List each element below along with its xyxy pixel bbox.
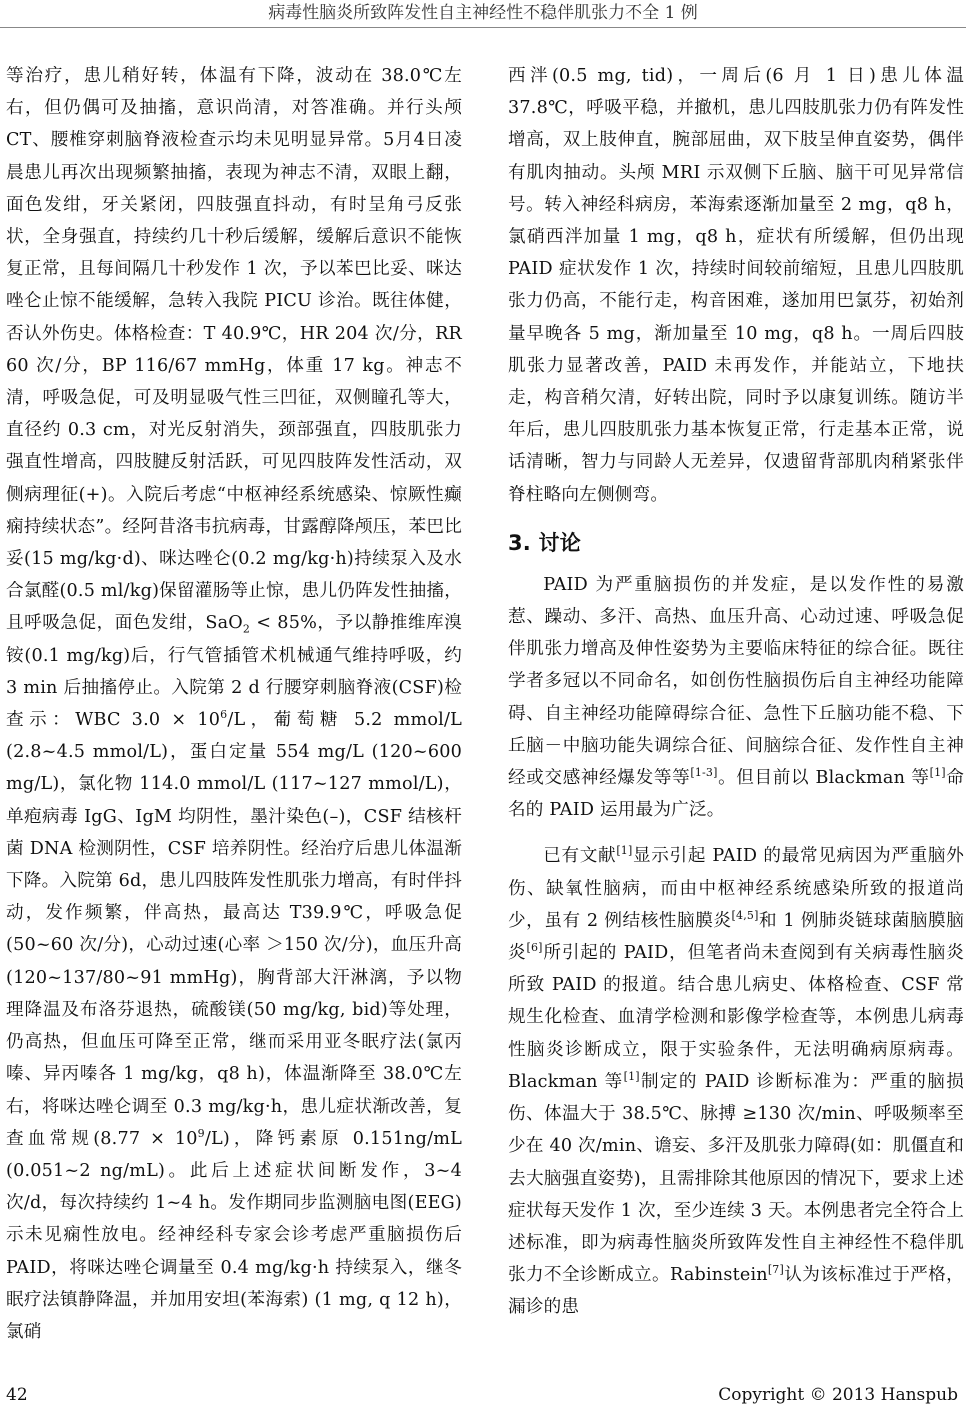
- right-column: [508, 60, 964, 1324]
- citation: [1]: [616, 844, 633, 858]
- discussion-paragraph-2: 已有文献[1]显示引起 PAID 的最常见病因为严重脑外伤、缺氧性脑病，而由中枢神经系统感染所致的报道尚少，虽有 2 例结核性脑膜炎[4,5]和 1 例肺炎链球菌脑膜脑炎[6]所引起的 PAID，但笔者尚未查阅到有关病毒性脑炎所致 PAID 的报道。结合患儿病史、体格检查、CSF 常规生化检查、血清学检测和影像学检查等，本例患儿病毒性脑炎诊断成立，限于实验条件，无法明确病原病毒。Blackman 等[1]制定的 PAID 诊断标准为：严重的脑损伤、体温大于 38.5℃、脉搏 ≥130 次/min、呼吸频率至少在 40 次/min、谵妄、多汗及肌张力障碍(如：肌僵直和去大脑强直姿势)，且需排除其他原因的情况下，要求上述症状每天发作 1 次，至少连续 3 天。本例患者完全符合上述标准，即为病毒性脑炎所致阵发性自主神经性不稳伴肌张力不全诊断成立。Rabinstein[7]认为该标准过于严格，漏诊的患: [508, 844, 965, 1318]
- running-title: 病毒性脑炎所致阵发性自主神经性不稳伴肌张力不全 1 例: [268, 3, 698, 23]
- citation: [6]: [526, 941, 543, 955]
- citation: [1-3]: [690, 766, 718, 780]
- copyright-notice: Copyright © 2013 Hanspub: [718, 1385, 958, 1405]
- wbc-exponent: 6: [220, 708, 228, 722]
- discussion-paragraph-1: PAID 为严重脑损伤的并发症，是以发作性的易激惹、躁动、多汗、高热、血压升高、心动过速、呼吸急促伴肌张力增高及伸性姿势为主要临床特征的综合征。既往学者多冠以不同命名，如创伤性脑损伤后自主神经功能障碍、自主神经功能障碍综合征、急性下丘脑功能不稳、下丘脑－中脑功能失调综合征、间脑综合征、发作性自主神经或交感神经爆发等等[1-3]。但目前以 Blackman 等[1]命名的 PAID 运用最为广泛。: [508, 574, 964, 821]
- blood-exponent: 9: [197, 1126, 205, 1140]
- citation: [7]: [767, 1263, 784, 1277]
- page-number: 42: [6, 1385, 28, 1405]
- header-rule: [0, 27, 966, 28]
- case-paragraph: 等治疗，患儿稍好转，体温有下降，波动在 38.0℃左右，但仍偶可及抽搐，意识尚清，对答准确。并行头颅 CT、腰椎穿刺脑脊液检查示均未见明显异常。5月4日凌晨患儿再次出现频繁抽搐，表现为神志不清，双眼上翻，面色发绀，牙关紧闭，四肢强直抖动，有时呈角弓反张状，全身强直，持续约几十秒后缓解，缓解后意识不能恢复正常，且每间隔几十秒发作 1 次，予以苯巴比妥、咪达唑仑止惊不能缓解，急转入我院 PICU 诊治。既往体健，否认外伤史。体格检查：T 40.9℃，HR 204 次/分，RR 60 次/分，BP 116/67 mmHg，体重 17 kg。神志不清，呼吸急促，可及明显吸气性三凹征，双侧瞳孔等大，直径约 0.3 cm，对光反射消失，颈部强直，四肢肌张力强直性增高，四肢腱反射活跃，可见四肢阵发性活动，双侧病理征(+)。入院后考虑“中枢神经系统感染、惊厥性癫痫持续状态”。经阿昔洛韦抗病毒，甘露醇降颅压，苯巴比妥(15 mg/kg·d)、咪达唑仑(0.2 mg/kg·h)持续泵入及水合氯醛(0.5 ml/kg)保留灌肠等止惊，患儿仍阵发性抽搐，且呼吸急促，面色发绀，SaO$_2$ < 85%，予以静推维库溴铵(0.1 mg/kg)后，行气管插管术机械通气维持呼吸，约 3 min 后抽搐停止。入院第 2 d 行腰穿刺脑脊液(CSF)检查示：WBC $3.0 \times 10^6/L$，葡萄糖 5.2 mmol/L (2.8~4.5 mmol/L)，蛋白定量 554 mg/L (120~600 mg/L)，氯化物 114.0 mmol/L (117~127 mmol/L)，单疱病毒 IgG、IgM 均阴性，墨汁染色(–)，CSF 结核杆菌 DNA 检测阴性，CSF 培养阴性。经治疗后患儿体温渐下降。入院第 6d，患儿四肢阵发性肌张力增高，有时伴抖动，发作频繁，伴高热，最高达 T39.9℃，呼吸急促(50~60 次/分)，心动过速(心率 ＞150 次/分)，血压升高(120~137/80~91 mmHg)，胸背部大汗淋漓，予以物理降温及布洛芬退热，硫酸镁(50 mg/kg, bid)等处理，仍高热，但血压可降至正常，继而采用亚冬眠疗法(氯丙嗪、异丙嗪各 1 mg/kg，q8 h)，体温渐降至 38.0℃左右，将咪达唑仑调至 0.3 mg/kg·h，患儿症状渐改善，复查血常规$(8.77 \times 10^9/L)$，降钙素原 0.151ng/mL (0.051~2 ng/mL)。此后上述症状间断发作，3~4 次/d，每次持续约 1~4 h。发作期同步监测脑电图(EEG)示未见痫性放电。经神经科专家会诊考虑严重脑损伤后 PAID，将咪达唑仑调量至 0.4 mg/kg·h 持续泵入，继冬眠疗法镇静降温，并加用安坦(苯海索) (1 mg, q 12 h)，氯硝: [6, 66, 463, 1342]
- sao2-subscript: 2: [242, 622, 251, 636]
- citation: [1]: [929, 766, 946, 780]
- citation: [1]: [623, 1070, 640, 1084]
- left-column: [6, 60, 462, 1348]
- section-title: 3. 讨论: [508, 530, 581, 555]
- citation: [4,5]: [731, 909, 759, 923]
- case-paragraph-continued: 西泮(0.5 mg, tid)，一周后(6 月 1 日)患儿体温 37.8℃，呼吸平稳，并撤机，患儿四肢肌张力仍有阵发性增高，双上肢伸直，腕部屈曲，双下肢呈伸直姿势，偶伴有肌肉抽动。头颅 MRI 示双侧下丘脑、脑干可见异常信号。转入神经科病房，苯海索逐渐加量至 2 mg，q8 h，氯硝西泮加量 1 mg，q8 h，症状有所缓解，但仍出现 PAID 症状发作 1 次，持续时间较前缩短，且患儿四肢肌张力仍高，不能行走，构音困难，遂加用巴氯芬，初始剂量早晚各 5 mg，渐加量至 10 mg，q8 h。一周后四肢肌张力显著改善，PAID 未再发作，并能站立，下地扶走，构音稍欠清，好转出院，同时予以康复训练。随访半年后，患儿四肢肌张力基本恢复正常，行走基本正常，说话清晰，智力与同龄人无差异，仅遗留背部肌肉稍紧张伴脊柱略向左侧侧弯。: [508, 66, 964, 505]
